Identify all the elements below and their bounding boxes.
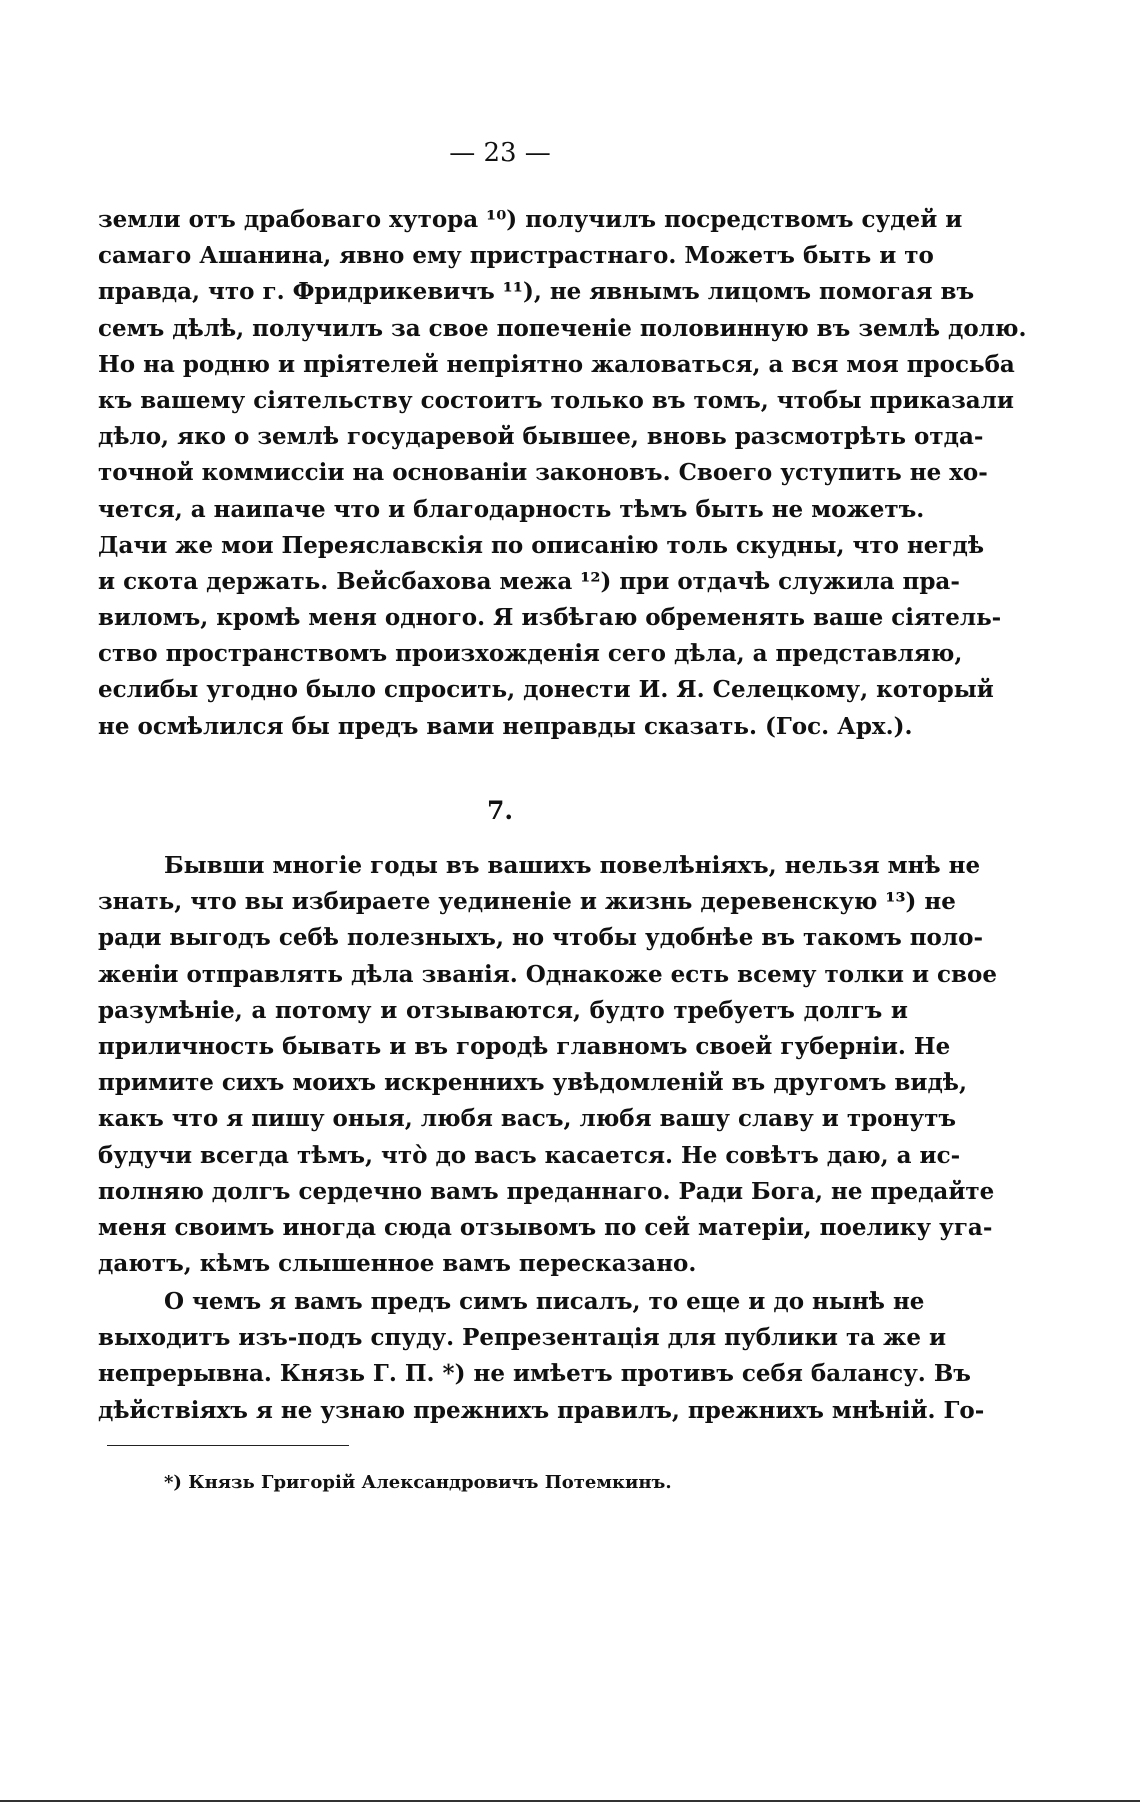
text-line: Бывши многіе годы въ вашихъ повелѣніяхъ, нельзя мнѣ не bbox=[164, 852, 981, 879]
paragraph-2 bbox=[98, 848, 997, 1282]
text-line: дѣйствіяхъ я не узнаю прежнихъ правилъ, прежнихъ мнѣній. Го- bbox=[98, 1396, 985, 1424]
page-edge-line bbox=[0, 1800, 1140, 1802]
section-number: 7. bbox=[486, 796, 514, 825]
paragraph-3 bbox=[98, 1284, 985, 1429]
text-line: чется, а наипаче что и благодарность тѣмъ быть не можетъ. bbox=[98, 495, 925, 523]
text-line: дѣло, яко о землѣ государевой бывшее, вновь разсмотрѣть отда- bbox=[98, 423, 984, 451]
text-line: выходитъ изъ-подъ спуду. Репрезентація для публики та же и bbox=[98, 1324, 947, 1352]
footnote: *) Князь Григорій Александровичъ Потемкинъ. bbox=[164, 1472, 672, 1493]
text-line: еслибы угодно было спросить, донести И. Я. Селецкому, который bbox=[98, 676, 994, 704]
text-line: правда, что г. Фридрикевичъ ¹¹), не явнымъ лицомъ помогая въ bbox=[98, 278, 975, 306]
page-number: — 23 — bbox=[449, 138, 551, 168]
text-line: знать, что вы избираете уединеніе и жизнь деревенскую ¹³) не bbox=[98, 888, 956, 916]
text-line: непрерывна. Князь Г. П. *) не имѣетъ противъ себя балансу. Въ bbox=[98, 1360, 971, 1388]
text-line: разумѣніе, а потому и отзываются, будто требуетъ долгъ и bbox=[98, 996, 908, 1024]
text-line: будучи всегда тѣмъ, что̀ до васъ касается. Не совѣтъ даю, а ис- bbox=[98, 1141, 961, 1169]
text-line: даютъ, кѣмъ слышенное вамъ пересказано. bbox=[98, 1250, 697, 1278]
text-line: точной коммиссіи на основаніи законовъ. Своего уступить не хо- bbox=[98, 459, 988, 487]
text-line: Но на родню и пріятелей непріятно жаловаться, а вся моя просьба bbox=[98, 350, 1015, 378]
text-line: меня своимъ иногда сюда отзывомъ по сей матеріи, поелику уга- bbox=[98, 1213, 993, 1241]
text-line: семъ дѣлѣ, получилъ за свое попеченіе половинную въ землѣ долю. bbox=[98, 314, 1027, 342]
text-line: земли отъ драбоваго хутора ¹⁰) получилъ посредствомъ судей и bbox=[98, 206, 963, 233]
text-line: и скота держать. Вейсбахова межа ¹²) при отдачѣ служила пра- bbox=[98, 567, 960, 595]
text-line: самаго Ашанина, явно ему пристрастнаго. Можетъ быть и то bbox=[98, 242, 934, 270]
text-line: полняю долгъ сердечно вамъ преданнаго. Ради Бога, не предайте bbox=[98, 1177, 995, 1205]
text-line: женіи отправлять дѣла званія. Однакоже есть всему толки и свое bbox=[98, 960, 997, 988]
text-line: къ вашему сіятельству состоитъ только въ томъ, чтобы приказали bbox=[98, 386, 1014, 414]
text-line: не осмѣлился бы предъ вами неправды сказать. (Гос. Арх.). bbox=[98, 712, 913, 740]
text-line: примите сихъ моихъ искреннихъ увѣдомленій въ другомъ видѣ, bbox=[98, 1069, 967, 1097]
text-line: ство пространствомъ произхожденія сего дѣла, а представляю, bbox=[98, 640, 963, 668]
text-line: О чемъ я вамъ предъ симъ писалъ, то еще и до нынѣ не bbox=[164, 1288, 925, 1315]
text-line: Дачи же мои Переяславскія по описанію толь скудны, что негдѣ bbox=[98, 531, 985, 559]
text-line: какъ что я пишу оныя, любя васъ, любя вашу славу и тронутъ bbox=[98, 1105, 956, 1133]
footnote-divider bbox=[107, 1445, 349, 1446]
text-line: приличность бывать и въ городѣ главномъ своей губерніи. Не bbox=[98, 1032, 951, 1060]
text-line: виломъ, кромѣ меня одного. Я избѣгаю обременять ваше сіятель- bbox=[98, 604, 1002, 632]
text-line: ради выгодъ себѣ полезныхъ, но чтобы удобнѣе въ такомъ поло- bbox=[98, 924, 983, 952]
paragraph-1 bbox=[98, 202, 1027, 745]
